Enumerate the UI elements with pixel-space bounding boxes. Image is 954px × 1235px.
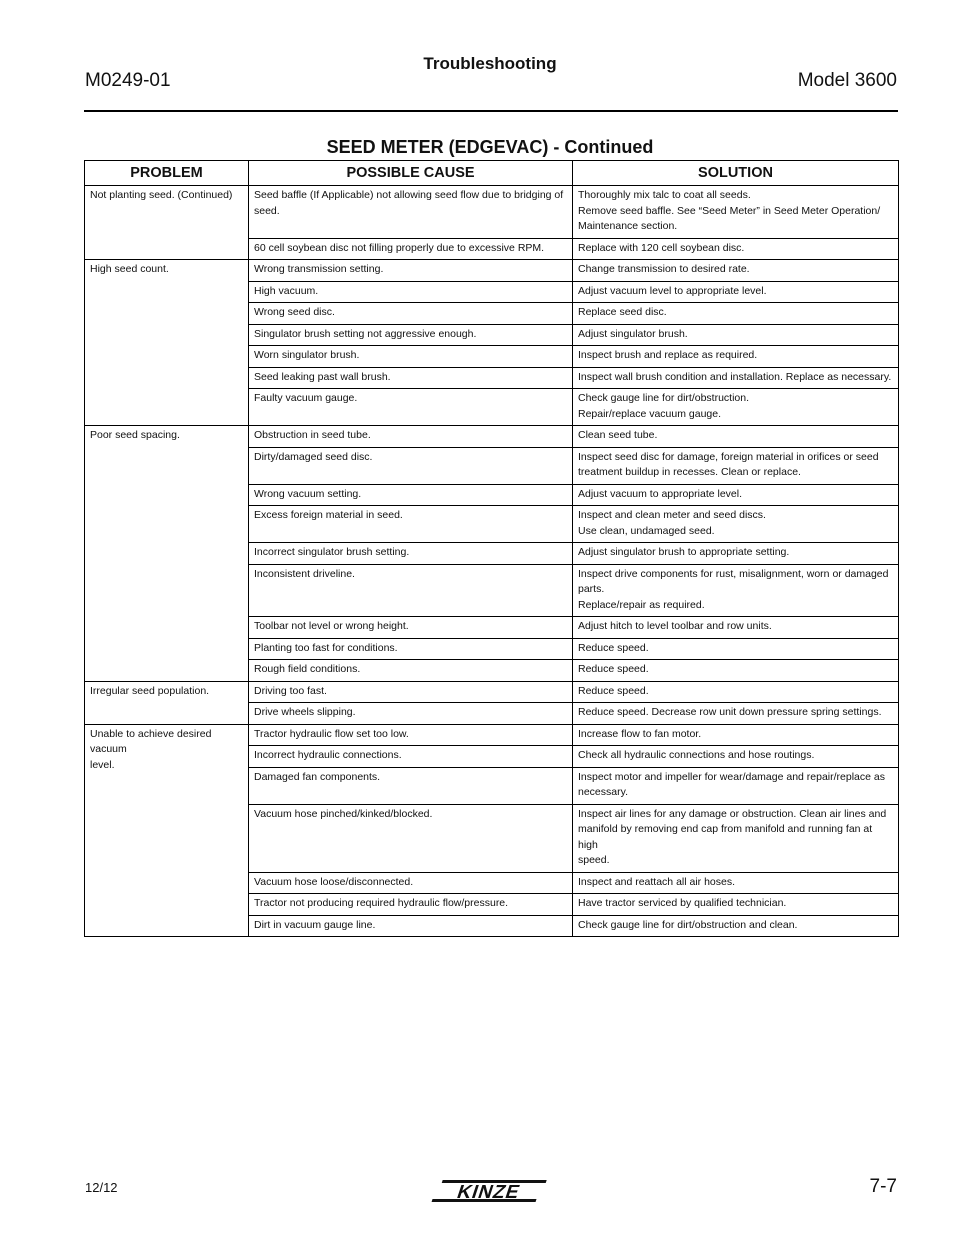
cause-text: Dirt in vacuum gauge line. [254,918,376,931]
solution-text: Inspect air lines for any damage or obstruction. Clean air lines and [578,807,887,820]
solution-cell [573,564,899,617]
cause-cell [249,915,573,937]
cause-cell [249,617,573,639]
problem-cell [85,426,249,682]
solution-cell [573,703,899,725]
solution-cell [573,617,899,639]
solution-cell [573,281,899,303]
solution-cell [573,660,899,682]
solution-cell [573,346,899,368]
problem-text: Not planting seed. (Continued) [90,189,233,201]
solution-cell [573,484,899,506]
solution-cell [573,506,899,543]
solution-text: Inspect and clean meter and seed discs. [578,509,766,521]
problem-cell [85,186,249,260]
solution-cell [573,894,899,916]
solution-cell [573,804,899,872]
problem-cell [85,724,249,937]
solution-text: Check all hydraulic connections and hose routings. [578,749,815,761]
cause-text: Wrong transmission setting. [254,263,384,275]
cause-text: Wrong seed disc. [254,306,335,318]
cause-cell [249,724,573,746]
solution-text: Inspect and reattach all air hoses. [578,875,736,888]
column-header-cause: POSSIBLE CAUSE [249,161,573,186]
cause-cell [249,260,573,282]
solution-text: Change transmission to desired rate. [578,263,750,275]
solution-text: manifold by removing end cap from manifold and running fan at high [578,823,873,851]
solution-cell [573,724,899,746]
solution-text: Increase flow to fan motor. [578,727,702,740]
solution-cell [573,872,899,894]
solution-text: Have tractor serviced by qualified technician. [578,897,787,909]
cause-text: High vacuum. [254,284,319,297]
cause-cell [249,767,573,804]
cause-text: 60 cell soybean disc not filling properly due to excessive RPM. [254,241,545,254]
troubleshooting-table [84,160,899,937]
chapter-title: Troubleshooting [423,54,557,73]
cause-cell [249,703,573,725]
cause-cell [249,367,573,389]
cause-text: Tractor hydraulic flow set too low. [254,727,409,740]
solution-text: Adjust singulator brush to appropriate setting. [578,546,790,558]
cause-text: Damaged fan components. [254,770,381,783]
solution-text: Replace seed disc. [578,306,667,318]
cause-cell [249,804,573,872]
solution-text: Reduce speed. [578,641,649,654]
document-number: M0249-01 [85,70,171,91]
solution-text: Remove seed baffle. See “Seed Meter” in Seed Meter Operation/ [578,204,881,217]
solution-text: Inspect drive components for rust, misalignment, worn or damaged [578,567,889,580]
table-row [85,426,899,448]
solution-cell [573,367,899,389]
solution-text: Use clean, undamaged seed. [578,524,715,537]
cause-text: Drive wheels slipping. [254,706,356,718]
problem-cell [85,260,249,426]
cause-text: Incorrect hydraulic connections. [254,749,402,761]
cause-cell [249,324,573,346]
solution-text: Adjust vacuum level to appropriate level. [578,284,767,297]
problem-text: Irregular seed population. [90,684,210,697]
solution-text: speed. [578,854,610,866]
solution-cell [573,324,899,346]
solution-text: Check gauge line for dirt/obstruction and clean. [578,918,798,931]
solution-text: Check gauge line for dirt/obstruction. [578,392,750,404]
cause-cell [249,746,573,768]
cause-cell [249,447,573,484]
cause-text: Wrong vacuum setting. [254,487,362,500]
solution-text: necessary. [578,786,628,798]
solution-cell [573,389,899,426]
cause-text: Vacuum hose loose/disconnected. [254,875,414,888]
problem-text: Unable to achieve desired vacuum [90,727,212,755]
solution-text: parts. [578,583,605,595]
cause-text: Incorrect singulator brush setting. [254,546,410,558]
cause-text: Vacuum hose pinched/kinked/blocked. [254,807,433,820]
header-divider [84,110,898,112]
solution-cell [573,746,899,768]
solution-text: Adjust hitch to level toolbar and row units. [578,620,772,632]
table-header-row [85,161,899,186]
revision-date: 12/12 [85,1180,118,1195]
solution-text: Clean seed tube. [578,429,658,441]
cause-text: Excess foreign material in seed. [254,509,403,521]
table-row [85,186,899,239]
solution-text: Maintenance section. [578,220,678,232]
solution-text: Thoroughly mix talc to coat all seeds. [578,189,751,201]
solution-text: Inspect brush and replace as required. [578,349,758,361]
cause-cell [249,186,573,239]
cause-text: Seed leaking past wall brush. [254,370,391,383]
cause-cell [249,660,573,682]
cause-text: Inconsistent driveline. [254,567,355,580]
solution-cell [573,426,899,448]
cause-text: Driving too fast. [254,684,327,697]
kinze-logo-text: KINZE [454,1181,524,1203]
problem-text: level. [90,758,115,771]
solution-text: treatment buildup in recesses. Clean or replace. [578,466,801,478]
model-name: Model 3600 [797,70,897,91]
cause-text: Toolbar not level or wrong height. [254,620,409,632]
cause-text: Obstruction in seed tube. [254,429,371,441]
solution-text: Repair/replace vacuum gauge. [578,407,722,420]
cause-cell [249,564,573,617]
cause-cell [249,303,573,325]
cause-cell [249,894,573,916]
solution-text: Reduce speed. Decrease row unit down pressure spring settings. [578,706,882,718]
column-header-solution: SOLUTION [573,161,899,186]
cause-cell [249,389,573,426]
solution-text: Inspect motor and impeller for wear/damage and repair/replace as [578,770,885,783]
table-body [85,186,899,937]
cause-cell [249,238,573,260]
page-number: 7-7 [869,1176,897,1197]
cause-text: Tractor not producing required hydraulic flow/pressure. [254,897,509,909]
solution-text: Adjust vacuum to appropriate level. [578,487,743,500]
cause-text: Planting too fast for conditions. [254,641,398,654]
solution-cell [573,767,899,804]
problem-text: Poor seed spacing. [90,429,180,441]
solution-cell [573,543,899,565]
cause-text: Seed baffle (If Applicable) not allowing seed flow due to bridging of seed. [254,189,564,217]
cause-cell [249,638,573,660]
table-row [85,724,899,746]
solution-text: Replace/repair as required. [578,598,705,611]
kinze-logo [430,1176,550,1206]
solution-text: Inspect wall brush condition and installation. Replace as necessary. [578,370,892,383]
problem-text: High seed count. [90,263,169,275]
solution-text: Inspect seed disc for damage, foreign material in orifices or seed [578,450,879,463]
solution-cell [573,915,899,937]
column-header-problem: PROBLEM [85,161,249,186]
table-row [85,260,899,282]
solution-text: Reduce speed. [578,684,649,697]
solution-cell [573,260,899,282]
solution-cell [573,681,899,703]
cause-cell [249,543,573,565]
table-row [85,681,899,703]
cause-cell [249,426,573,448]
cause-cell [249,506,573,543]
kinze-logo-mark [431,1180,546,1203]
solution-text: Replace with 120 cell soybean disc. [578,241,745,254]
cause-cell [249,346,573,368]
solution-cell [573,186,899,239]
solution-cell [573,638,899,660]
cause-text: Singulator brush setting not aggressive enough. [254,327,477,340]
solution-text: Reduce speed. [578,663,649,675]
section-title: SEED METER (EDGEVAC) - Continued [326,137,654,157]
cause-cell [249,484,573,506]
cause-cell [249,281,573,303]
problem-cell [85,681,249,724]
cause-cell [249,681,573,703]
cause-text: Dirty/damaged seed disc. [254,450,373,463]
cause-text: Faulty vacuum gauge. [254,392,358,404]
solution-cell [573,238,899,260]
cause-text: Rough field conditions. [254,663,361,675]
solution-text: Adjust singulator brush. [578,327,688,340]
cause-text: Worn singulator brush. [254,349,360,361]
solution-cell [573,303,899,325]
solution-cell [573,447,899,484]
cause-cell [249,872,573,894]
